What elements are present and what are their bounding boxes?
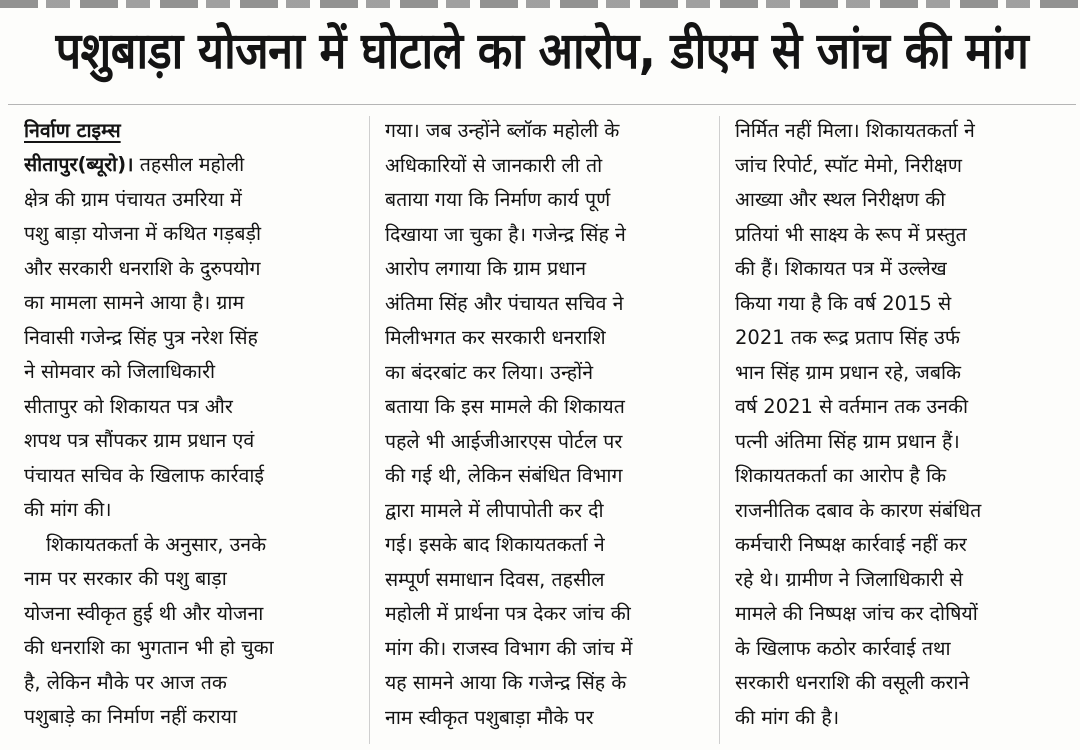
column-line: मिलीभगत कर सरकारी धनराशि — [385, 326, 606, 349]
article-column-1 — [24, 114, 352, 744]
column-line: दिखाया जा चुका है। गजेन्द्र सिंह ने — [385, 222, 626, 246]
column-line: भान सिंह ग्राम प्रधान रहे, जबकि — [735, 360, 961, 384]
column-line: सम्पूर्ण समाधान दिवस, तहसील — [385, 567, 605, 591]
column-line: जांच रिपोर्ट, स्पॉट मेमो, निरीक्षण — [735, 153, 962, 177]
column-line: द्वारा मामले में लीपापोती कर दी — [385, 498, 604, 522]
column-line: अंतिमा सिंह और पंचायत सचिव ने — [385, 291, 624, 315]
column-line: 2021 तक रूद्र प्रताप सिंह उर्फ — [735, 326, 960, 349]
column-line: राजनीतिक दबाव के कारण संबंधित — [735, 498, 982, 522]
column-line: रहे थे। ग्रामीण ने जिलाधिकारी से — [735, 567, 963, 591]
headline-rule — [8, 104, 1076, 105]
column-line: क्षेत्र की ग्राम पंचायत उमरिया में — [24, 187, 242, 211]
column-line: की धनराशि का भुगतान भी हो चुका — [24, 636, 274, 659]
column-line: की मांग की। — [24, 498, 112, 521]
column-line: बताया कि इस मामले की शिकायत — [385, 395, 625, 418]
column-line: मांग की। राजस्व विभाग की जांच में — [385, 636, 633, 660]
column-divider — [719, 116, 720, 744]
column-line: शिकायतकर्ता का आरोप है कि — [735, 464, 947, 487]
column-line: और सरकारी धनराशि के दुरुपयोग — [24, 256, 261, 280]
column-line: यह सामने आया कि गजेन्द्र सिंह के — [385, 671, 627, 694]
column-line: गया। जब उन्होंने ब्लॉक महोली के — [385, 119, 620, 142]
column-line: पंचायत सचिव के खिलाफ कार्रवाई — [24, 463, 264, 487]
column-line: आरोप लगाया कि ग्राम प्रधान — [385, 257, 587, 280]
column-line: आख्या और स्थल निरीक्षण की — [735, 188, 946, 211]
column-line: की गई थी, लेकिन संबंधित विभाग — [385, 464, 623, 487]
column-line: पशुबाड़े का निर्माण नहीं कराया — [24, 705, 238, 728]
column-line: निर्मित नहीं मिला। शिकायतकर्ता ने — [735, 119, 975, 142]
article-column-2 — [385, 114, 713, 744]
column-line: पशु बाड़ा योजना में कथित गड़बड़ी — [24, 222, 261, 245]
column-line — [24, 148, 352, 183]
column-line: की मांग की है। — [735, 705, 840, 729]
previous-article-strip — [0, 0, 1080, 8]
column-line: प्रतियां भी साक्ष्य के रूप में प्रस्तुत — [735, 222, 967, 246]
column-line: मामले की निष्पक्ष जांच कर दोषियों — [735, 602, 978, 625]
column-line: के खिलाफ कठोर कार्रवाई तथा — [735, 636, 951, 660]
byline: निर्वाण टाइम्स — [24, 119, 121, 142]
article-column-3 — [735, 114, 1063, 744]
column-line: की हैं। शिकायत पत्र में उल्लेख — [735, 257, 947, 280]
dateline: सीतापुर(ब्यूरो)। — [24, 153, 134, 176]
column-line: निवासी गजेन्द्र सिंह पुत्र नरेश सिंह — [24, 325, 258, 349]
column-line: अधिकारियों से जानकारी ली तो — [385, 153, 603, 177]
column-line: शपथ पत्र सौंपकर ग्राम प्रधान एवं — [24, 429, 255, 452]
column-line: वर्ष 2021 से वर्तमान तक उनकी — [735, 395, 969, 418]
headline: पशुबाड़ा योजना में घोटाले का आरोप, डीएम से जांच की मांग — [55, 20, 1029, 81]
column-line: नाम स्वीकृत पशुबाड़ा मौके पर — [385, 705, 594, 729]
column-line: किया गया है कि वर्ष 2015 से — [735, 291, 952, 315]
column-divider — [369, 116, 370, 744]
column-line: का मामला सामने आया है। ग्राम — [24, 291, 245, 314]
column-line: सीतापुर को शिकायत पत्र और — [24, 394, 233, 418]
column-line: योजना स्वीकृत हुई थी और योजना — [24, 601, 264, 625]
column-line: का बंदरबांट कर लिया। उन्होंने — [385, 360, 594, 384]
column-line: है, लेकिन मौके पर आज तक — [24, 670, 227, 694]
column-line: पत्नी अंतिमा सिंह ग्राम प्रधान हैं। — [735, 429, 960, 453]
column-line: महोली में प्रार्थना पत्र देकर जांच की — [385, 602, 631, 625]
column-line: शिकायतकर्ता के अनुसार, उनके — [46, 532, 267, 556]
column-line-text: तहसील महोली — [139, 153, 245, 176]
column-line: पहले भी आईजीआरएस पोर्टल पर — [385, 429, 623, 453]
column-line: सरकारी धनराशि की वसूली कराने — [735, 671, 970, 694]
column-line: कर्मचारी निष्पक्ष कार्रवाई नहीं कर — [735, 533, 967, 556]
column-line: ने सोमवार को जिलाधिकारी — [24, 360, 216, 383]
column-line: नाम पर सरकार की पशु बाड़ा — [24, 567, 227, 590]
column-line: गई। इसके बाद शिकायतकर्ता ने — [385, 533, 605, 556]
column-line: बताया गया कि निर्माण कार्य पूर्ण — [385, 188, 611, 211]
